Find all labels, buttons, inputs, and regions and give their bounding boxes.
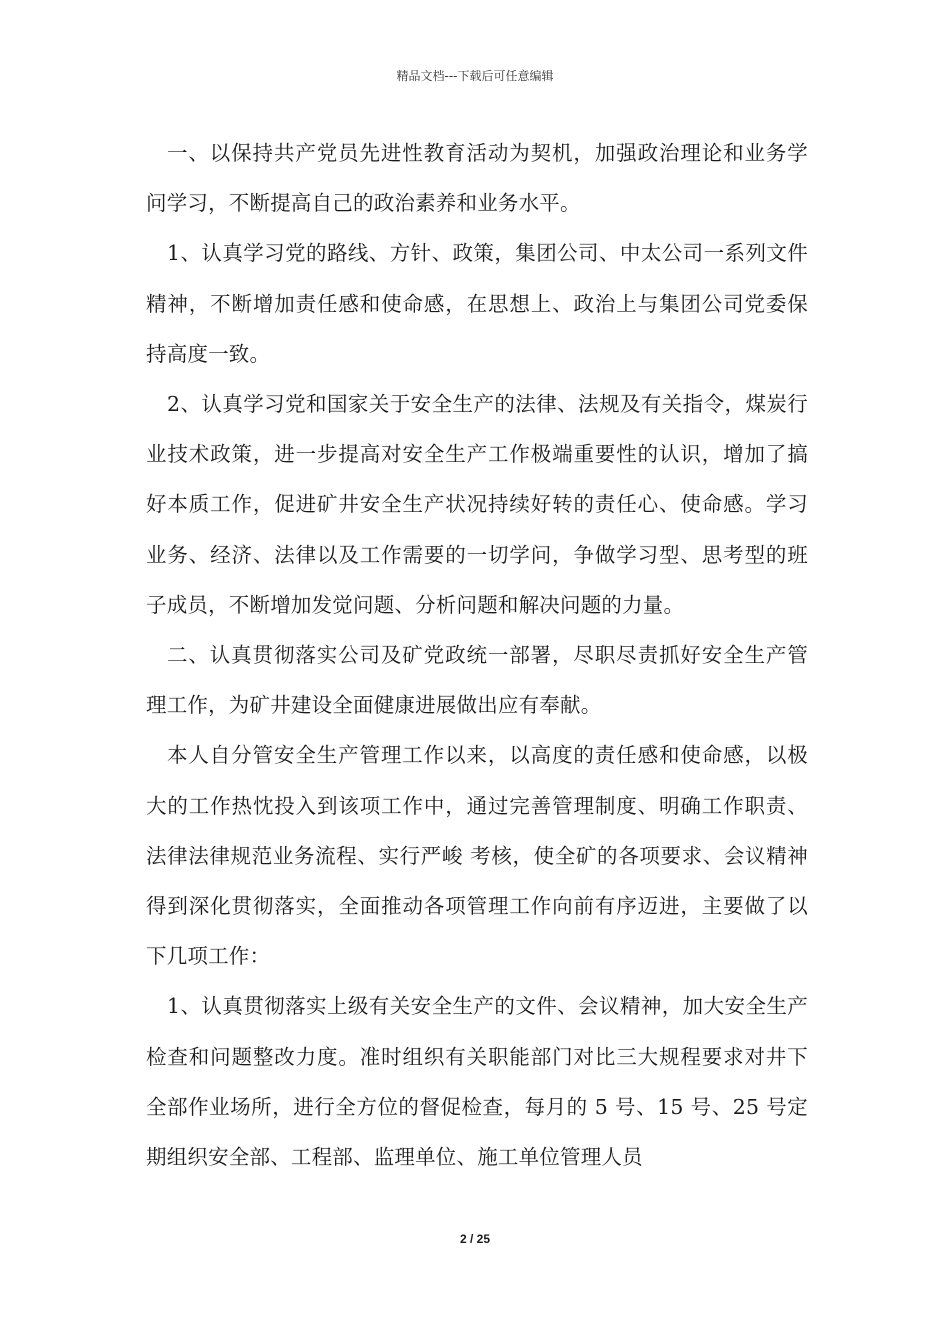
paragraph-item-1-party-study: 1、认真学习党的路线、方针、政策，集团公司、中太公司一系列文件精神，不断增加责任感和使命感，在思想上、政治上与集团公司党委保持高度一致。 (146, 241, 808, 366)
document-body (146, 128, 808, 1182)
page-number: 2 / 25 (459, 1232, 491, 1246)
paragraph-section-one-heading: 一、以保持共产党员先进性教育活动为契机，加强政治理论和业务学问学习，不断提高自己的政治素养和业务水平。 (146, 141, 808, 216)
paragraph-work-summary-intro: 本人自分管安全生产管理工作以来，以高度的责任感和使命感，以极大的工作热忱投入到该项工作中，通过完善管理制度、明确工作职责、法律法律规范业务流程、实行严峻 考核，使全矿的各项要求、会议精神得到深化贯彻落实，全面推动各项管理工作向前有序迈进，主要做了以下几项工作： (146, 743, 808, 969)
page-header: 精品文档---下载后可任意编辑 (396, 69, 554, 83)
paragraph-item-2-safety-law-study: 2、认真学习党和国家关于安全生产的法律、法规及有关指令，煤炭行业技术政策，进一步提高对安全生产工作极端重要性的认识，增加了搞好本质工作，促进矿井安全生产状况持续好转的责任心、使命感。学习业务、经济、法律以及工作需要的一切学问，争做学习型、思考型的班子成员，不断增加发觉问题、分析问题和解决问题的力量。 (146, 392, 808, 617)
paragraph-section-two-heading: 二、认真贯彻落实公司及矿党政统一部署，尽职尽责抓好安全生产管理工作，为矿井建设全面健康进展做出应有奉献。 (146, 643, 808, 718)
paragraph-item-1-safety-inspection: 1、认真贯彻落实上级有关安全生产的文件、会议精神，加大安全生产检查和问题整改力度。准时组织有关职能部门对比三大规程要求对井下全部作业场所，进行全方位的督促检查，每月的 5 号、15 号、25 号定期组织安全部、工程部、监理单位、施工单位管理人员 (146, 994, 808, 1170)
